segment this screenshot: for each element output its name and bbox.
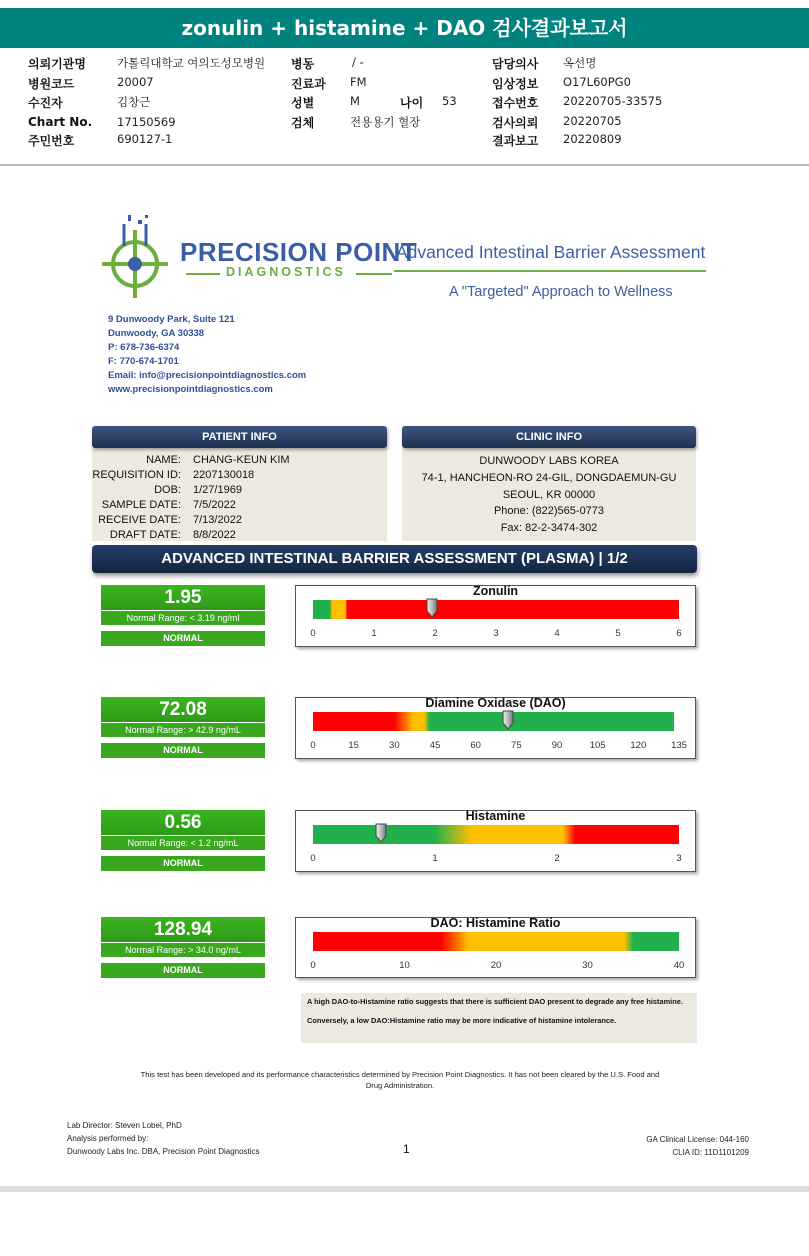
result-value: 0.56: [101, 810, 265, 835]
fax-line: F: 770-674-1701: [108, 356, 179, 367]
receipt-no-label: 접수번호: [492, 96, 539, 110]
patient-info-value: 7/13/2022: [193, 513, 242, 526]
section-title: ADVANCED INTESTINAL BARRIER ASSESSMENT (PLASMA) | 1/2: [92, 545, 697, 573]
gauge-tick-label: 75: [511, 740, 522, 751]
fda-disclaimer: This test has been developed and its performance characteristics determined by Precision Point Diagnostics. It has not been cleared by the U.S. Food and Drug Administration.: [140, 1070, 660, 1090]
patient-info-key: REQUISITION ID:: [92, 468, 181, 481]
brand-sub-text: DIAGNOSTICS: [226, 265, 346, 279]
gauge-tick-label: 60: [470, 740, 481, 751]
precision-point-logo: [102, 212, 192, 307]
patient-info-row: [92, 498, 387, 513]
normal-range: Normal Range: > 34.0 ng/mL: [101, 942, 265, 957]
clinical-license: GA Clinical License: 044-160: [646, 1135, 749, 1144]
rrn-label: 주민번호: [28, 134, 75, 148]
chart-no-value: 17150569: [117, 115, 176, 129]
patient-value: 김창근: [117, 95, 151, 109]
gauge-title: Diamine Oxidase (DAO): [425, 696, 566, 710]
clinic-info-box: [402, 448, 696, 541]
gauge-marker-icon: [502, 710, 514, 730]
lab-director: Lab Director: Steven Lobel, PhD: [67, 1121, 182, 1130]
hospital-label: 의뢰기관명: [28, 57, 86, 71]
report-header: [0, 52, 809, 164]
hospital-code-value: 20007: [117, 75, 154, 89]
analysis-by-value: Dunwoody Labs Inc. DBA, Precision Point Diagnostics: [67, 1147, 260, 1156]
note-paragraph-1: A high DAO-to-Histamine ratio suggests that there is sufficient DAO present to degrade any free histamine.: [307, 997, 683, 1006]
gauge-tick-label: 90: [551, 740, 563, 751]
sex-value: M: [350, 94, 360, 108]
normal-range: Normal Range: < 1.2 ng/mL: [101, 835, 265, 850]
bottom-divider: [0, 1186, 809, 1192]
page-number: 1: [403, 1142, 410, 1156]
clinical-info-value: O17L60PG0: [563, 75, 631, 89]
gauge-tick-label: 0: [310, 960, 316, 971]
clinic-info-heading: CLINIC INFO: [402, 426, 696, 448]
footer-left: [67, 1119, 260, 1158]
gauge-tick-label: 1: [371, 628, 377, 639]
receipt-no-value: 20220705-33575: [563, 94, 663, 108]
age-label: 나이: [400, 96, 424, 110]
patient-info-key: RECEIVE DATE:: [98, 513, 181, 526]
report-date-value: 20220809: [563, 132, 622, 146]
address-line: 9 Dunwoody Park, Suite 121: [108, 314, 235, 325]
patient-info-key: DOB:: [154, 483, 181, 496]
gauge-histamine: [295, 810, 696, 872]
gauge-tick-label: 135: [671, 740, 687, 751]
gauge-zonulin: [295, 585, 696, 647]
gauge-title: Histamine: [465, 809, 526, 823]
report-date-label: 결과보고: [492, 134, 539, 148]
gauge-tick-label: 2: [554, 853, 560, 864]
gauge-tick-label: 15: [348, 740, 359, 751]
website-line: www.precisionpointdiagnostics.com: [108, 384, 273, 395]
doctor-value: 옥선명: [563, 56, 597, 70]
gauge-tick-label: 1: [432, 853, 438, 864]
phone-line: P: 678-736-6374: [108, 342, 180, 353]
gauge-bar: [313, 932, 679, 951]
analysis-by-label: Analysis performed by:: [67, 1134, 149, 1143]
gauge-tick-label: 40: [673, 960, 685, 971]
department-label: 진료과: [291, 77, 326, 91]
gauge-bar: [313, 600, 679, 619]
patient-info-key: DRAFT DATE:: [109, 528, 181, 541]
ward-label: 병동: [291, 57, 315, 71]
brand-sub-line-left: [186, 273, 220, 275]
brand-name: PRECISION POINT: [180, 237, 418, 267]
footer-right: [646, 1133, 749, 1159]
patient-info-value: 2207130018: [193, 468, 255, 481]
department-value: FM: [350, 75, 367, 89]
request-date-value: 20220705: [563, 114, 622, 128]
gauge-tick-label: 120: [630, 740, 647, 751]
patient-info-value: CHANG-KEUN KIM: [193, 454, 290, 466]
result-value: 1.95: [101, 585, 265, 610]
patient-info-row: [92, 513, 387, 528]
gauge-tick-label: 30: [389, 740, 400, 751]
gauge-tick-label: 3: [493, 628, 499, 639]
gauge-tick-label: 3: [676, 853, 682, 864]
hospital-code-label: 병원코드: [28, 77, 75, 91]
rrn-value: 690127-1: [117, 132, 173, 146]
note-paragraph-2: Conversely, a low DAO:Histamine ratio may be more indicative of histamine intolerance.: [307, 1016, 617, 1025]
ratio-note: [301, 993, 697, 1043]
patient-info-value: 7/5/2022: [193, 498, 236, 511]
tagline: A "Targeted" Approach to Wellness: [449, 284, 673, 300]
chart-no-label: Chart No.: [28, 115, 93, 129]
address-line: Dunwoody, GA 30338: [108, 328, 205, 339]
lab-address: [108, 313, 306, 397]
gauge-diamine-oxidase-dao: [295, 697, 696, 759]
specimen-label: 검체: [291, 116, 315, 130]
gauge-tick-label: 0: [310, 628, 316, 639]
result-status: NORMAL: [101, 631, 265, 646]
normal-range: Normal Range: > 42.9 ng/mL: [101, 722, 265, 737]
patient-info-row: [92, 468, 387, 483]
clinic-city: SEOUL, KR 00000: [502, 489, 596, 501]
age-value: 53: [442, 94, 457, 108]
patient-info-row: [92, 453, 387, 468]
clinic-fax: Fax: 82-2-3474-302: [500, 522, 598, 534]
gauge-tick-label: 20: [490, 960, 502, 971]
result-status: NORMAL: [101, 856, 265, 871]
clinic-address: 74-1, HANCHEON-RO 24-GIL, DONGDAEMUN-GU: [421, 472, 677, 484]
brand-sub: [186, 265, 392, 281]
gauge-marker-icon: [375, 823, 387, 843]
gauge-bar: [313, 712, 674, 731]
sex-label: 성별: [291, 96, 315, 110]
gauge-title: Zonulin: [472, 584, 519, 598]
patient-info-row: [92, 483, 387, 498]
brand-sub-line-right: [356, 273, 392, 275]
clinic-phone: Phone: (822)565-0773: [493, 505, 605, 517]
patient-label: 수진자: [28, 96, 63, 110]
result-status: NORMAL: [101, 963, 265, 978]
specimen-value: 전용용기 혈장: [350, 115, 421, 129]
report-title: zonulin + histamine + DAO 검사결과보고서: [0, 8, 809, 48]
gauge-tick-label: 4: [554, 628, 560, 639]
doctor-label: 담당의사: [492, 57, 539, 71]
patient-info-value: 8/8/2022: [193, 528, 236, 541]
patient-info-heading: PATIENT INFO: [92, 426, 387, 448]
gauge-tick-label: 10: [399, 960, 410, 971]
gauge-tick-label: 5: [615, 628, 621, 639]
clinic-name: DUNWOODY LABS KOREA: [479, 455, 619, 467]
result-value: 72.08: [101, 697, 265, 722]
gauge-dao-histamine-ratio: [295, 917, 696, 978]
clia-id: CLIA ID: 11D1101209: [672, 1148, 749, 1157]
gauge-marker-icon: [426, 598, 438, 618]
normal-range: Normal Range: < 3.19 ng/ml: [101, 610, 265, 625]
gauge-tick-label: 45: [429, 740, 441, 751]
gauge-tick-label: 6: [676, 628, 682, 639]
email-line: Email: info@precisionpointdiagnostics.com: [108, 370, 307, 381]
product-underline: [394, 270, 706, 272]
gauge-bar: [313, 825, 679, 844]
patient-info-key: SAMPLE DATE:: [101, 498, 181, 511]
result-value: 128.94: [101, 917, 265, 942]
gauge-tick-label: 105: [589, 740, 606, 751]
clinical-info-label: 임상정보: [492, 77, 539, 91]
product-name: Advanced Intestinal Barrier Assessment: [396, 242, 706, 262]
patient-info-value: 1/27/1969: [193, 483, 242, 496]
hospital-value: 가톨릭대학교 여의도성모병원: [117, 56, 266, 70]
gauge-tick-label: 0: [310, 740, 316, 751]
header-divider: [0, 164, 809, 166]
gauge-tick-label: 30: [582, 960, 593, 971]
patient-info-key: NAME:: [146, 454, 181, 466]
gauge-tick-label: 0: [310, 853, 316, 864]
request-date-label: 검사의뢰: [492, 116, 539, 130]
ward-value: / -: [352, 55, 364, 69]
gauge-title: DAO: Histamine Ratio: [430, 916, 561, 930]
gauge-tick-label: 2: [432, 628, 438, 639]
patient-info-row: [92, 528, 387, 543]
result-status: NORMAL: [101, 743, 265, 758]
